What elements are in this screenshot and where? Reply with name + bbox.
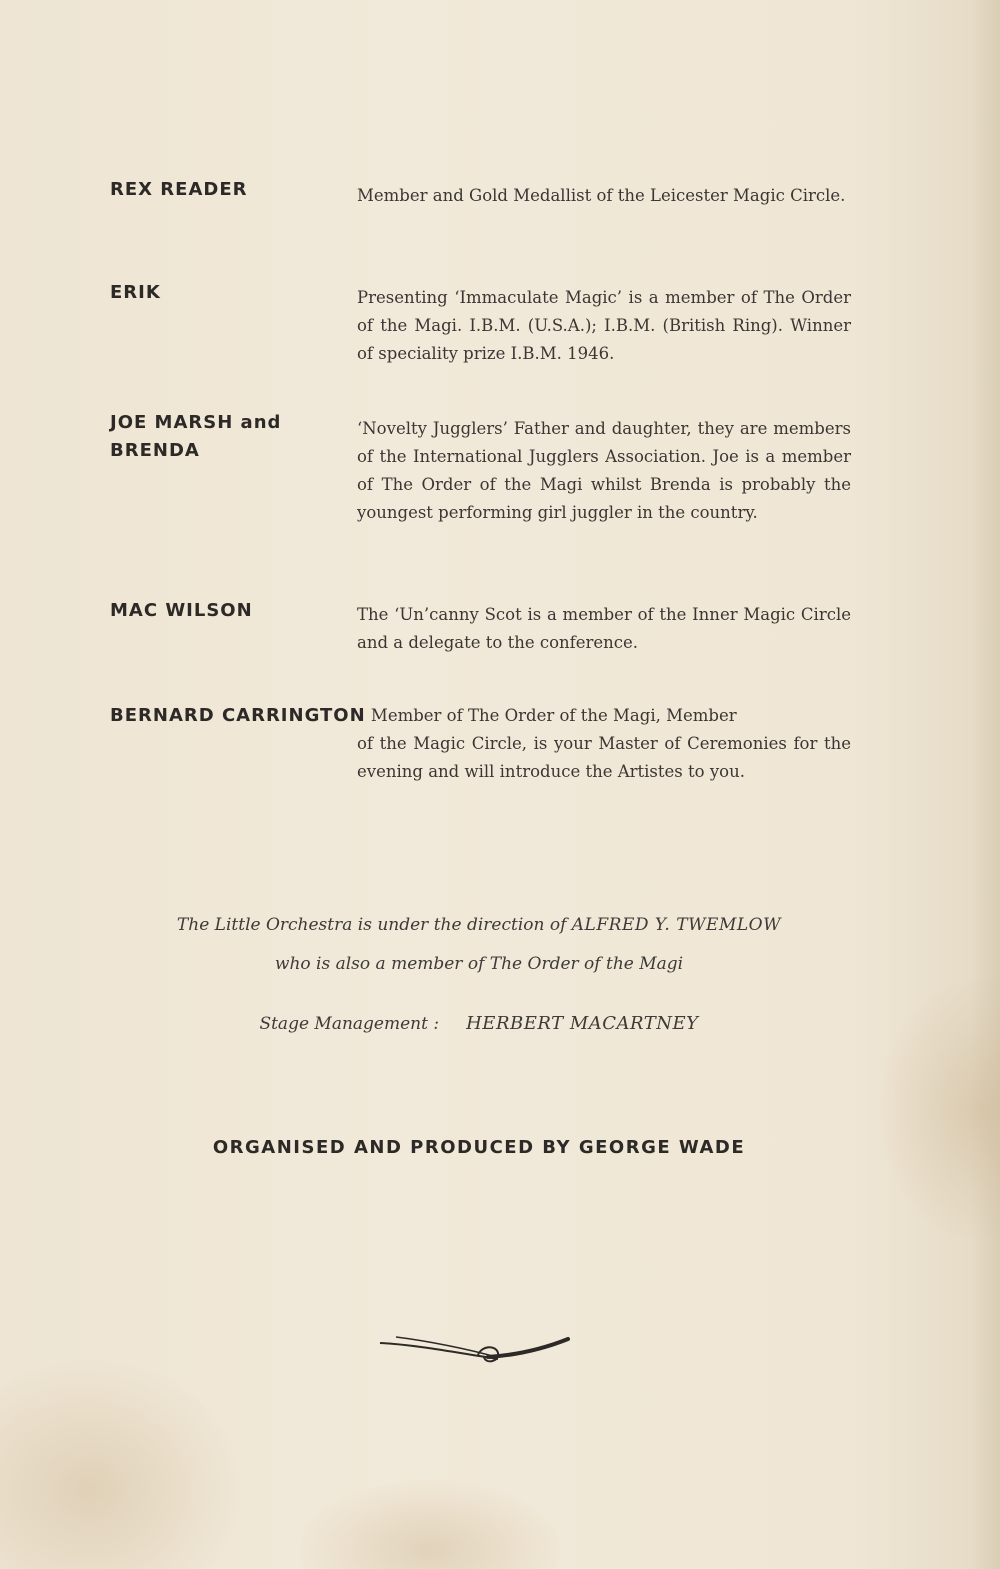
artiste-name-line: BRENDA <box>110 440 200 461</box>
stage-manager-name: HERBERT MACARTNEY <box>466 1013 699 1034</box>
artiste-description: Presenting ‘Immaculate Magic’ is a member of The Order of the Magi. I.B.M. (U.S.A.); I.B.M. (British Ring). Winner of speciality prize I.B.M. 1946. <box>357 288 851 363</box>
orchestra-credit <box>0 915 958 935</box>
artiste-name: REX READER <box>110 179 248 200</box>
artiste-first-line <box>110 702 851 730</box>
artiste-name: MAC WILSON <box>110 600 253 621</box>
artiste-description: Member and Gold Medallist of the Leicester Magic Circle. <box>357 186 846 205</box>
artiste-name-line: JOE MARSH and <box>110 412 282 433</box>
artiste-description: The ‘Un’canny Scot is a member of the Inner Magic Circle and a delegate to the conference. <box>357 605 851 652</box>
artiste-name: BERNARD CARRINGTON <box>110 705 366 726</box>
artiste-name <box>110 409 281 465</box>
paper-stain <box>300 1480 560 1569</box>
paper-stain <box>0 1360 240 1569</box>
orchestra-director: ALFRED Y. TWEMLOW <box>571 915 782 935</box>
artiste-description: Member of The Order of the Magi, Member <box>370 706 737 725</box>
orchestra-credit-note: who is also a member of The Order of the Magi <box>274 954 684 974</box>
flourish-ornament <box>378 1333 578 1373</box>
artiste-description-continued: of the Magic Circle, is your Master of Ceremonies for the evening and will introduce the Artistes to you. <box>357 734 851 781</box>
orchestra-prefix: The Little Orchestra is under the direction of <box>176 915 567 935</box>
stage-management-credit <box>0 1013 958 1034</box>
produced-by: ORGANISED AND PRODUCED BY GEORGE WADE <box>212 1137 746 1158</box>
artiste-name: ERIK <box>110 282 161 303</box>
artiste-entry-master-of-ceremonies <box>110 702 851 786</box>
stage-management-label: Stage Management : <box>259 1014 440 1034</box>
artiste-description: ‘Novelty Jugglers’ Father and daughter, they are members of the International Jugglers Association. Joe is a member of The Order of the Magi whilst Brenda is probably the youngest performing girl juggler in the country. <box>357 419 851 522</box>
